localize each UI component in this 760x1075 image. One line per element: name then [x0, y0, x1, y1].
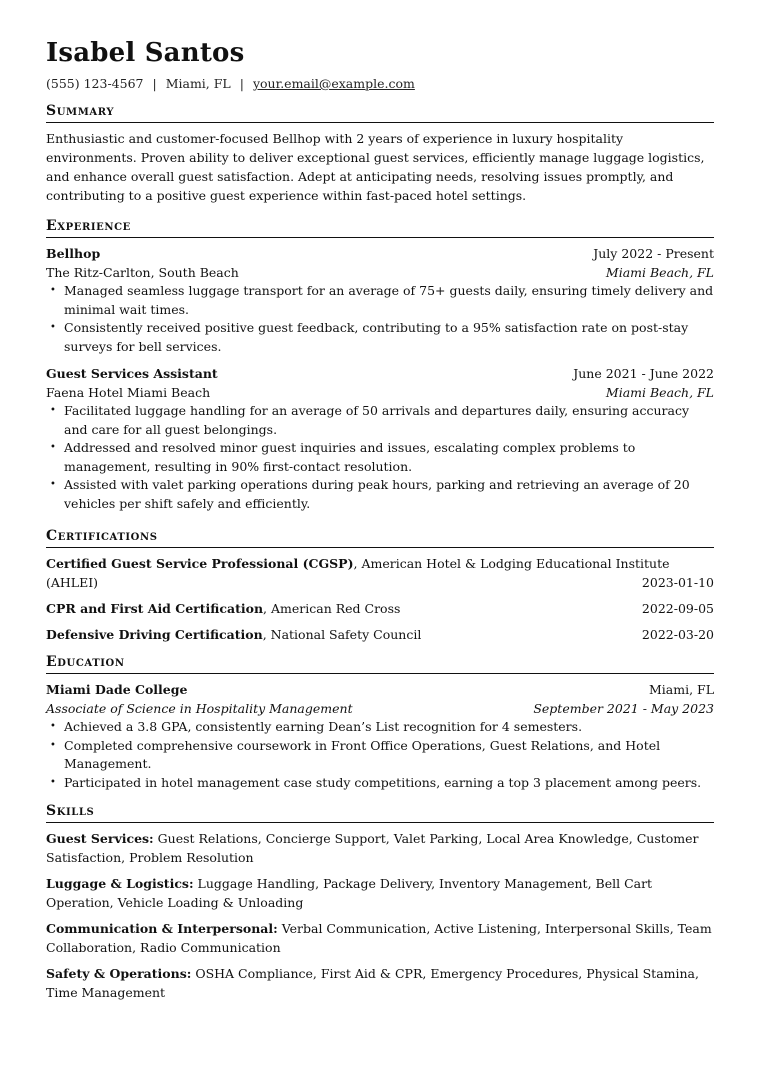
candidate-name: Isabel Santos [46, 38, 245, 68]
skill-label: Communication & Interpersonal: [46, 921, 278, 936]
education-entry [46, 680, 714, 792]
location: Miami, FL [165, 76, 231, 91]
education-dates: September 2021 - May 2023 [533, 701, 714, 716]
skill-group [46, 829, 714, 867]
contact-line [46, 76, 714, 92]
section-title-summary: Summary [46, 102, 714, 123]
skill-label: Luggage & Logistics: [46, 876, 194, 891]
job-entry [46, 244, 714, 356]
cert-issuer: , National Safety Council [262, 627, 422, 642]
bullet-item: • Addressed and resolved minor guest inquiries and issues, escalating complex problems to management, resulting in 90% first-contact resolution. [64, 439, 714, 476]
job-entry [46, 364, 714, 513]
skill-label: Safety & Operations: [46, 966, 192, 981]
bullet-item: • Managed seamless luggage transport for an average of 75+ guests daily, ensuring timely delivery and minimal wait times. [64, 282, 714, 319]
section-title-education: Education [46, 653, 714, 674]
job-company: The Ritz-Carlton, South Beach [46, 265, 239, 280]
job-location: Miami Beach, FL [605, 265, 714, 280]
job-role: Guest Services Assistant [46, 366, 218, 381]
separator: | [239, 76, 244, 91]
email-link[interactable]: your.email@example.com [252, 76, 415, 91]
school-name: Miami Dade College [46, 682, 188, 697]
skill-group [46, 919, 714, 957]
cert-date: 2022-03-20 [641, 627, 714, 642]
school-location: Miami, FL [648, 682, 714, 697]
skill-list: Guest Relations, Concierge Support, Valet Parking, Local Area Knowledge, Customer Satisfaction, Problem Resolution [46, 831, 699, 865]
phone-number: (555) 123-4567 [46, 76, 144, 91]
job-role: Bellhop [46, 246, 101, 261]
job-location: Miami Beach, FL [605, 385, 714, 400]
bullet-item: • Achieved a 3.8 GPA, consistently earning Dean’s List recognition for 4 semesters. [64, 718, 714, 737]
section-title-certifications: Certifications [46, 527, 714, 548]
certification-entry [46, 625, 714, 644]
cert-date: 2023-01-10 [641, 575, 714, 590]
cert-name: CPR and First Aid Certification [46, 601, 264, 616]
skill-group [46, 874, 714, 912]
education-bullets [46, 718, 714, 792]
degree: Associate of Science in Hospitality Management [46, 701, 353, 716]
skill-list: Verbal Communication, Active Listening, Interpersonal Skills, Team Collaboration, Radio Communication [46, 921, 712, 955]
bullet-item: • Completed comprehensive coursework in Front Office Operations, Guest Relations, and Hotel Management. [64, 737, 714, 774]
cert-issuer: , American Red Cross [263, 601, 401, 616]
separator: | [152, 76, 157, 91]
cert-name: Defensive Driving Certification [46, 627, 263, 642]
section-title-skills: Skills [46, 802, 714, 823]
job-company: Faena Hotel Miami Beach [46, 385, 211, 400]
skill-label: Guest Services: [46, 831, 154, 846]
bullet-item: • Consistently received positive guest feedback, contributing to a 95% satisfaction rate on post-stay surveys for bell services. [64, 319, 714, 356]
cert-date: 2022-09-05 [641, 601, 714, 616]
bullet-item: • Facilitated luggage handling for an average of 50 arrivals and departures daily, ensuring accuracy and care for all guest belongings. [64, 402, 714, 439]
job-bullets [46, 282, 714, 356]
section-title-experience: Experience [46, 217, 714, 238]
cert-issuer-cont: (AHLEI) [46, 575, 99, 590]
skill-list: Luggage Handling, Package Delivery, Inventory Management, Bell Cart Operation, Vehicle Loading & Unloading [46, 876, 653, 910]
skill-group [46, 964, 714, 1002]
job-dates: July 2022 - Present [593, 246, 714, 261]
summary-text: Enthusiastic and customer-focused Bellhop with 2 years of experience in luxury hospitality environments. Proven ability to deliver exceptional guest services, efficiently manage luggage logistics, and enhance overall guest satisfaction. Adept at anticipating needs, resolving issues promptly, and contributing to a positive guest experience within fast-paced hotel settings. [46, 131, 705, 203]
cert-name: Certified Guest Service Professional (CGSP) [46, 556, 354, 571]
cert-issuer: , American Hotel & Lodging Educational Institute [353, 556, 670, 571]
certification-entry [46, 599, 714, 618]
bullet-item: • Assisted with valet parking operations during peak hours, parking and retrieving an average of 20 vehicles per shift safely and efficiently. [64, 476, 714, 513]
bullet-item: • Participated in hotel management case study competitions, earning a top 3 placement among peers. [64, 774, 714, 793]
certification-entry [46, 554, 714, 592]
job-bullets [46, 402, 714, 513]
skill-list: OSHA Compliance, First Aid & CPR, Emergency Procedures, Physical Stamina, Time Management [46, 966, 699, 1000]
job-dates: June 2021 - June 2022 [573, 366, 714, 381]
